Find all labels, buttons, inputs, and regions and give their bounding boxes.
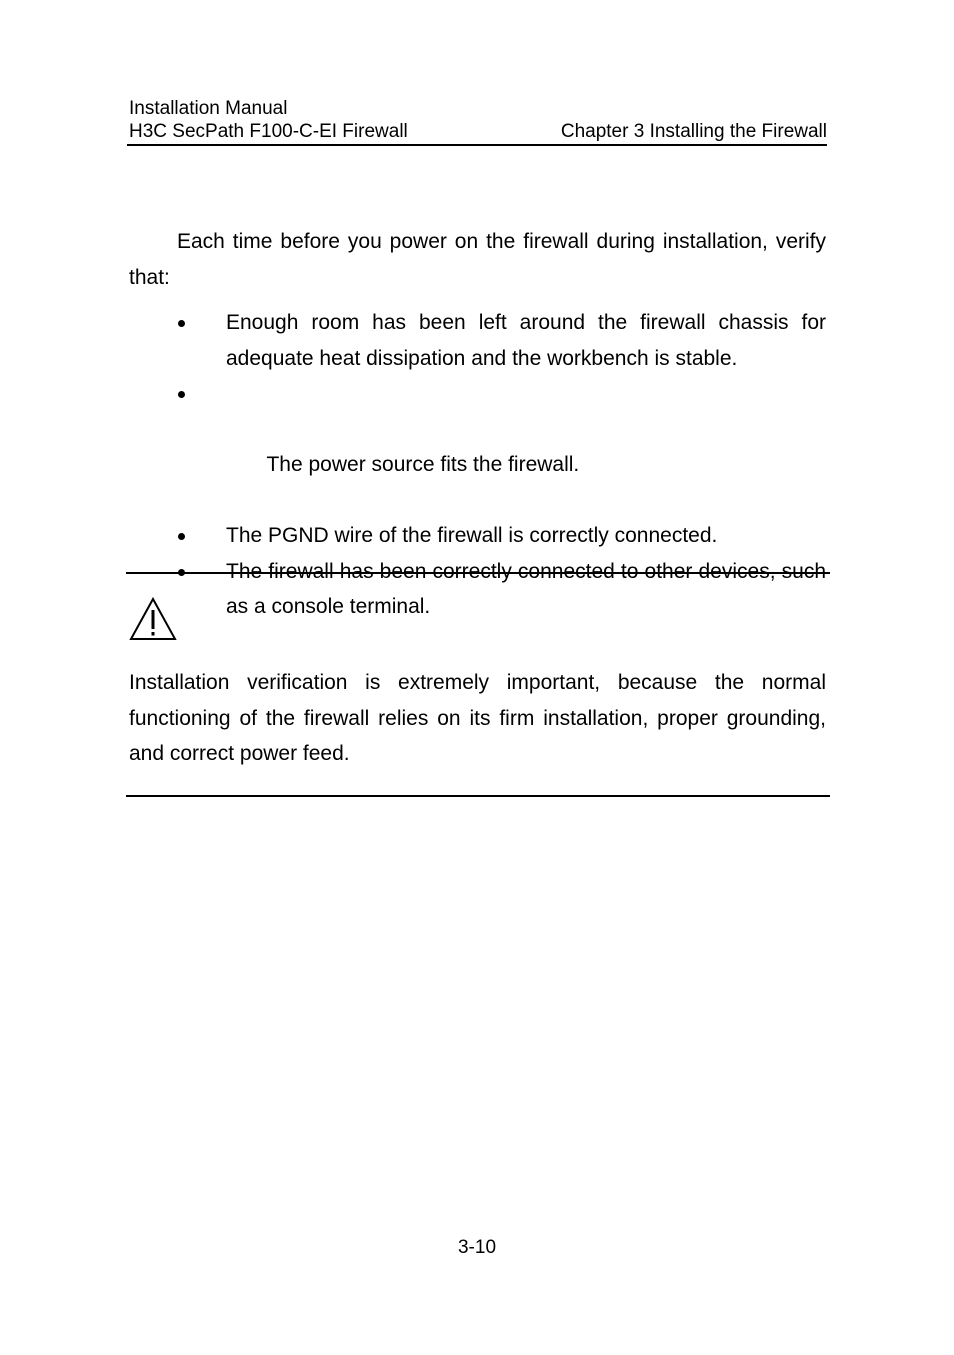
checklist-item-text: Enough room has been left around the firewall chassis for adequate heat dissipation and the workbench is stable.: [226, 311, 826, 370]
checklist-item-text: The firewall has been correctly connected to other devices, such as a console terminal.: [226, 559, 826, 618]
warning-triangle-icon: [129, 597, 177, 641]
caution-text: Installation verification is extremely important, because the normal functioning of the firewall relies on its firm installation, proper grounding, and correct power feed.: [129, 671, 826, 765]
checklist-item: [226, 305, 826, 376]
checklist-item: [226, 376, 826, 518]
header-row-2: [129, 120, 827, 143]
page-number: 3-10: [457, 1237, 497, 1258]
chapter-title: Chapter 3 Installing the Firewall: [560, 121, 827, 142]
bullet-dot-icon: [178, 391, 185, 398]
header-divider: [127, 144, 827, 146]
manual-title: Installation Manual: [129, 98, 288, 119]
caution-bottom-rule: [126, 795, 830, 797]
bullet-dot-icon: [178, 320, 185, 327]
checklist-item: [226, 518, 826, 554]
product-name: H3C SecPath F100-C-EI Firewall: [129, 121, 408, 142]
verification-checklist: [226, 305, 826, 625]
checklist-item-text: The PGND wire of the firewall is correctly connected.: [226, 524, 718, 547]
checklist-item: [226, 554, 826, 625]
bullet-dot-icon: [178, 533, 185, 540]
caution-top-rule: [126, 572, 830, 574]
checklist-item-text: The power source fits the firewall.: [261, 453, 580, 476]
page-header: [129, 97, 827, 143]
header-row-1: [129, 97, 827, 120]
intro-paragraph: Each time before you power on the firewall during installation, verify that:: [129, 230, 826, 289]
